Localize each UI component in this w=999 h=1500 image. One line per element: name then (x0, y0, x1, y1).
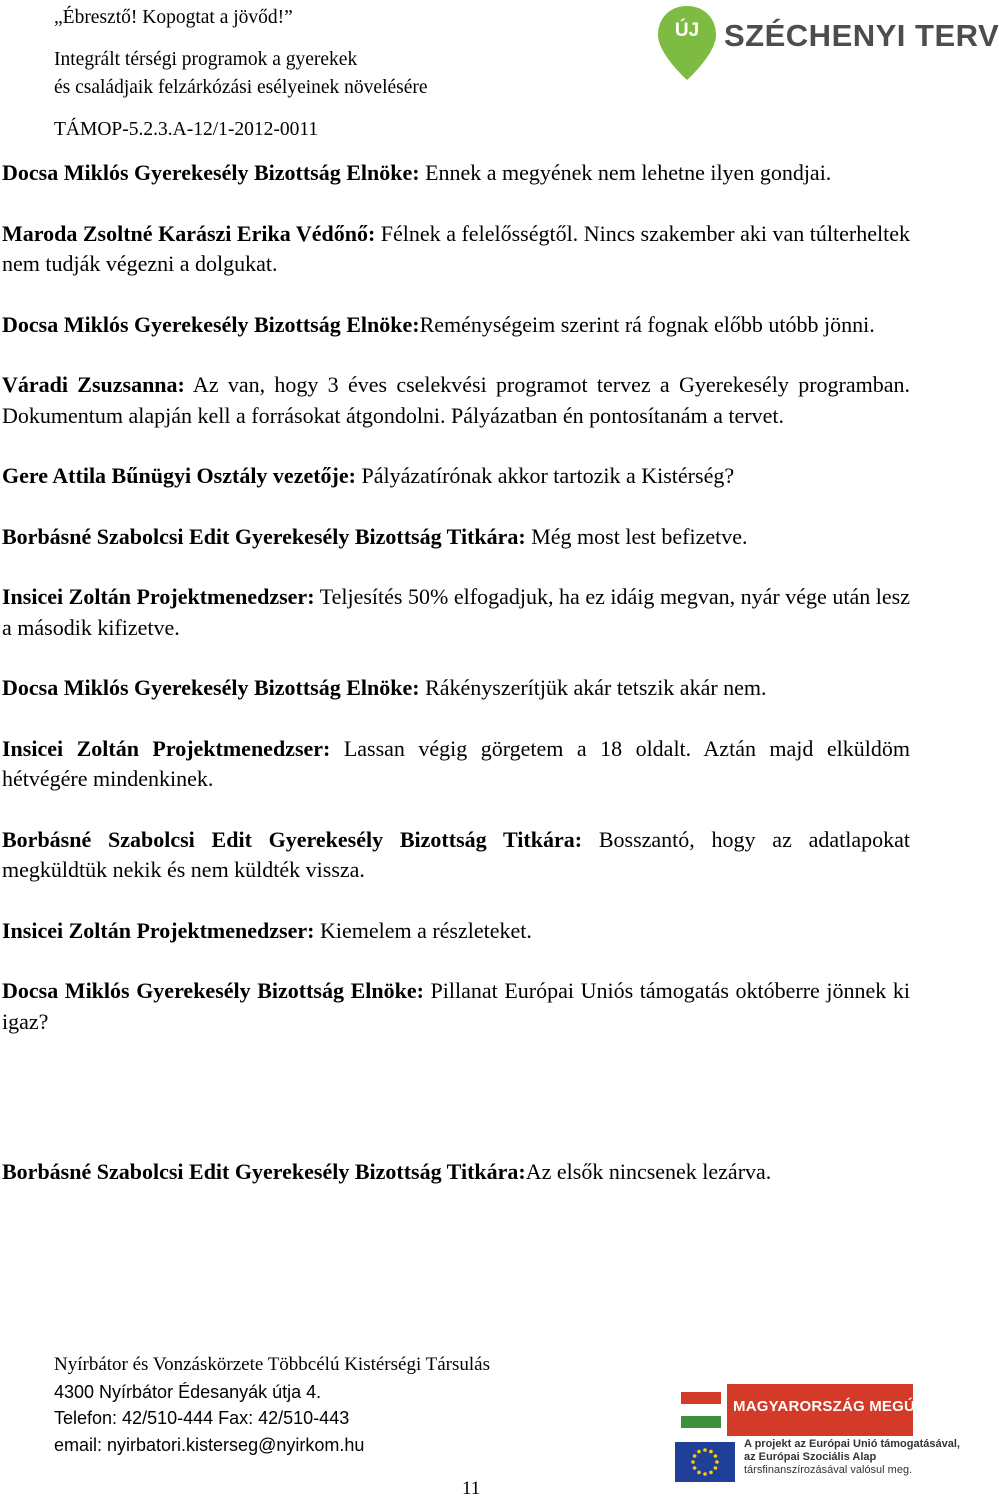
transcript-paragraph (2, 1157, 910, 1188)
speech-text: Félnek a felelősségtől. Nincs szakember aki van túlterheltek nem tudják végezni a dolgukat. (2, 220, 910, 276)
footer-phone: Telefon: 42/510-444 Fax: 42/510-443 (54, 1408, 350, 1428)
transcript-paragraph (2, 673, 910, 704)
header-program-title: Integrált térségi programok a gyerekek (54, 49, 358, 70)
speech-text: Ennek a megyének nem lehetne ilyen gondjai. (419, 160, 832, 185)
eu-flag-icon (675, 1442, 735, 1482)
transcript-paragraph (2, 825, 910, 886)
eu-funding-note (744, 1438, 960, 1477)
speech-text: Lassan végig görgetem a 18 oldalt. Aztán majd elküldöm hétvégére mindenkinek. (2, 735, 910, 791)
footer-address: 4300 Nyírbátor Édesanyák útja 4. (54, 1381, 322, 1402)
speech-text: Még most lest befizetve. (525, 523, 748, 549)
speaker-name: Docsa Miklós Gyerekesély Bizottság Elnöke: (2, 675, 420, 700)
speaker-name: Gere Attila Bűnügyi Osztály vezetője: (2, 463, 356, 488)
footer-email: email: nyirbatori.kisterseg@nyirkom.hu (54, 1434, 365, 1455)
header-program-subtitle: és családjaik felzárkózási esélyeinek növelésére (54, 77, 428, 98)
speaker-name: Váradi Zsuzsanna: (2, 372, 185, 397)
transcript-paragraph (2, 219, 910, 280)
speaker-name: Borbásné Szabolcsi Edit Gyerekesély Bizottság Titkára: (2, 523, 526, 549)
document-header (54, 4, 428, 144)
speaker-name: Borbásné Szabolcsi Edit Gyerekesély Bizottság Titkára: (2, 826, 583, 852)
hungarian-flag-icon (675, 1384, 727, 1436)
speaker-name: Insicei Zoltán Projektmenedzser: (2, 584, 315, 609)
speaker-name: Borbásné Szabolcsi Edit Gyerekesély Bizottság Titkára: (2, 1159, 526, 1184)
map-pin-icon (656, 4, 718, 82)
speech-text: Teljesítés 50% elfogadjuk, ha ez idáig megvan, nyár vége után lesz a második kifizetve. (2, 584, 910, 640)
speaker-name: Docsa Miklós Gyerekesély Bizottság Elnöke: (2, 160, 420, 185)
speech-text: Az van, hogy 3 éves cselekvési programot tervez a Gyerekesély programban. Dokumentum alapján kell a forrásokat átgondolni. Pályázatban én pontosítanám a tervet. (2, 372, 910, 428)
page-number: 11 (462, 1478, 481, 1499)
header-slogan: „Ébresztő! Kopogtat a jövőd!” (54, 7, 293, 28)
eu-note-line2: az Európai Szociális Alap (744, 1451, 877, 1463)
speaker-name: Insicei Zoltán Projektmenedzser: (2, 735, 331, 761)
speaker-name: Docsa Miklós Gyerekesély Bizottság Elnöke: (2, 978, 424, 1003)
speaker-name: Docsa Miklós Gyerekesély Bizottság Elnöke: (2, 311, 420, 337)
speaker-name: Insicei Zoltán Projektmenedzser: (2, 917, 315, 943)
logo-uj-text: ÚJ (674, 20, 700, 41)
speech-text: Pályázatírónak akkor tartozik a Kistérség? (355, 463, 735, 488)
magyarorszag-megujul-logo (675, 1384, 944, 1436)
speech-text: Az elsők nincsenek lezárva. (525, 1159, 772, 1184)
speech-text: Kiemelem a részleteket. (314, 917, 532, 943)
speech-text: Rákényszerítjük akár tetszik akár nem. (419, 675, 767, 700)
footer-contact (54, 1352, 490, 1458)
mmg-text: MAGYARORSZÁG MEGÚJUL (733, 1398, 944, 1415)
eu-note-line3: társfinanszírozásával valósul meg. (744, 1464, 913, 1476)
transcript-paragraph (2, 582, 910, 643)
footer-organization: Nyírbátor és Vonzáskörzete Többcélú Kistérségi Társulás (54, 1354, 491, 1375)
transcript-paragraph (2, 976, 910, 1037)
eu-note-line1: A projekt az Európai Unió támogatásával, (744, 1438, 960, 1450)
transcript-paragraph (2, 916, 910, 947)
transcript-paragraph (2, 310, 910, 341)
logo-brand-text: SZÉCHENYI TERV (724, 18, 999, 53)
meeting-transcript (2, 158, 910, 1218)
speech-text: Pillanat Európai Uniós támogatás októberre jönnek ki igaz? (2, 978, 910, 1034)
speech-text: Bosszantó, hogy az adatlapokat megküldtük nekik és nem küldték vissza. (2, 826, 910, 882)
header-project-code: TÁMOP-5.2.3.A-12/1-2012-0011 (54, 119, 319, 140)
transcript-paragraph (2, 522, 910, 553)
transcript-paragraph (2, 461, 910, 492)
transcript-paragraph (2, 158, 910, 189)
szechenyi-terv-logo (654, 2, 999, 88)
transcript-paragraph (2, 734, 910, 795)
speech-text: Reménységeim szerint rá fognak előbb utóbb jönni. (419, 311, 875, 337)
speaker-name: Maroda Zsoltné Karászi Erika Védőnő: (2, 220, 376, 246)
transcript-paragraph (2, 370, 910, 431)
